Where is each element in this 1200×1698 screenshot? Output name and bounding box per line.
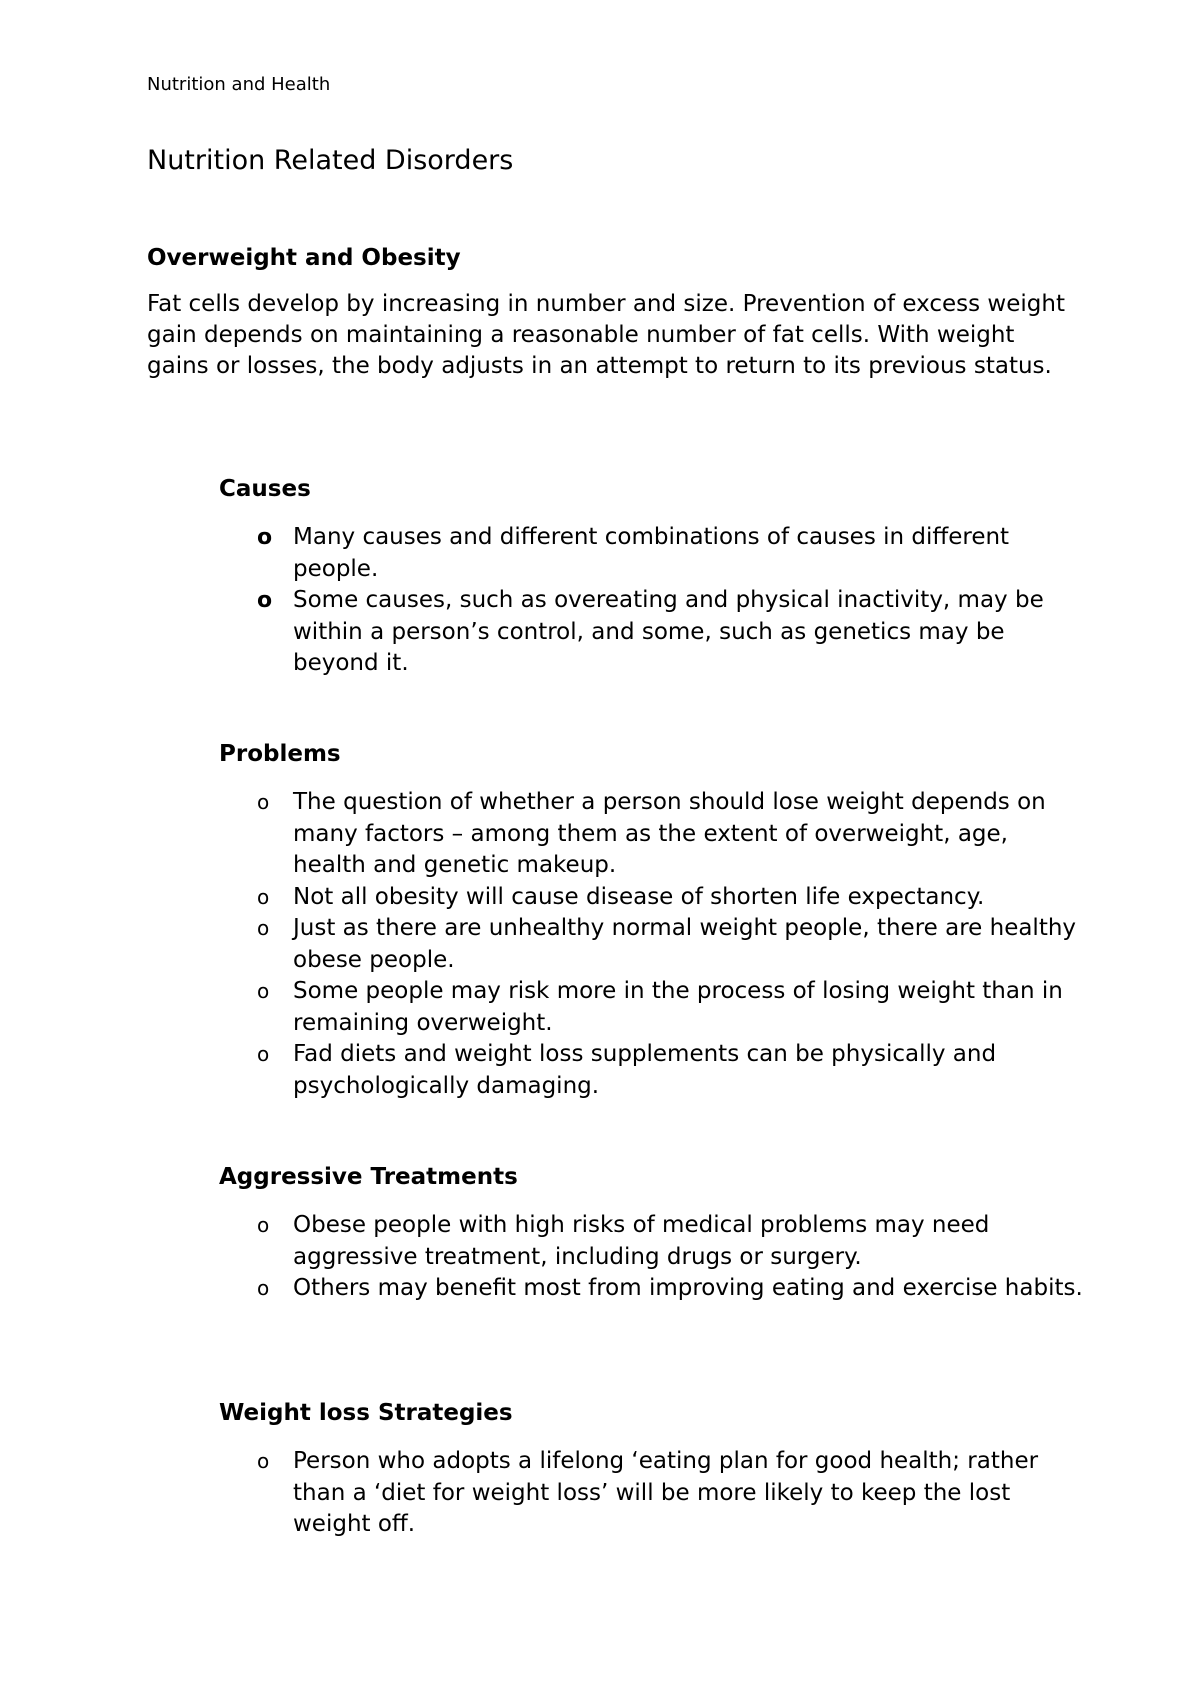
problems-section (219, 739, 1079, 1102)
section-heading-overweight: Overweight and Obesity (147, 245, 461, 271)
list-item-text: Some people may risk more in the process of losing weight than in remaining overweight. (293, 978, 1063, 1036)
bullet-icon: o (257, 525, 273, 550)
aggressive-treatments-section (219, 1162, 1083, 1305)
running-header: Nutrition and Health (147, 74, 331, 95)
list-item (219, 1210, 1083, 1273)
list-item-text: Obese people with high risks of medical problems may need aggressive treatment, including drugs or surgery. (293, 1212, 990, 1270)
list-item-text: Not all obesity will cause disease of shorten life expectancy. (293, 883, 985, 910)
document-title: Nutrition Related Disorders (147, 145, 514, 176)
aggressive-treatments-heading: Aggressive Treatments (219, 1164, 518, 1190)
bullet-icon: o (257, 1213, 270, 1237)
list-item (219, 913, 1083, 976)
list-item-text: Some causes, such as overeating and physical inactivity, may be within a person’s control, and some, such as genetics may be beyond it. (293, 587, 1044, 676)
list-item-text: Fad diets and weight loss supplements can be physically and psychologically damaging. (293, 1041, 997, 1099)
causes-section (219, 474, 1079, 680)
causes-list (219, 522, 1079, 680)
bullet-icon: o (257, 1449, 270, 1473)
list-item-text: Just as there are unhealthy normal weight people, there are healthy obese people. (293, 915, 1077, 973)
list-item (219, 585, 1083, 680)
list-item (219, 522, 1083, 585)
bullet-icon: o (257, 916, 270, 940)
list-item (219, 1039, 1083, 1102)
bullet-icon: o (257, 979, 270, 1003)
bullet-icon: o (257, 1276, 270, 1300)
list-item (219, 976, 1083, 1039)
list-item (219, 1273, 1083, 1305)
problems-list (219, 787, 1079, 1102)
list-item-text: Many causes and different combinations of causes in different people. (293, 524, 1010, 582)
list-item (219, 1446, 1083, 1541)
causes-heading: Causes (219, 476, 311, 502)
bullet-icon: o (257, 588, 273, 613)
problems-heading: Problems (219, 741, 341, 767)
list-item-text: Person who adopts a lifelong ‘eating plan for good health; rather than a ‘diet for weight loss’ will be more likely to keep the lost weight off. (293, 1448, 1039, 1537)
bullet-icon: o (257, 884, 270, 909)
intro-paragraph: Fat cells develop by increasing in number and size. Prevention of excess weight gain depends on maintaining a reasonable number of fat cells. With weight gains or losses, the body adjusts in an attempt to return to its previous status. (147, 291, 1065, 379)
list-item-text: Others may benefit most from improving eating and exercise habits. (293, 1275, 1083, 1301)
weight-loss-strategies-heading: Weight loss Strategies (219, 1400, 513, 1426)
bullet-icon: o (257, 790, 270, 814)
list-item (219, 787, 1083, 882)
weight-loss-strategies-list (219, 1446, 1079, 1541)
bullet-icon: o (257, 1042, 270, 1066)
aggressive-treatments-list (219, 1210, 1083, 1305)
weight-loss-strategies-section (219, 1398, 1079, 1541)
list-item-text: The question of whether a person should lose weight depends on many factors – among them as the extent of overweight, age, health and genetic makeup. (293, 789, 1046, 878)
list-item (219, 882, 1083, 914)
